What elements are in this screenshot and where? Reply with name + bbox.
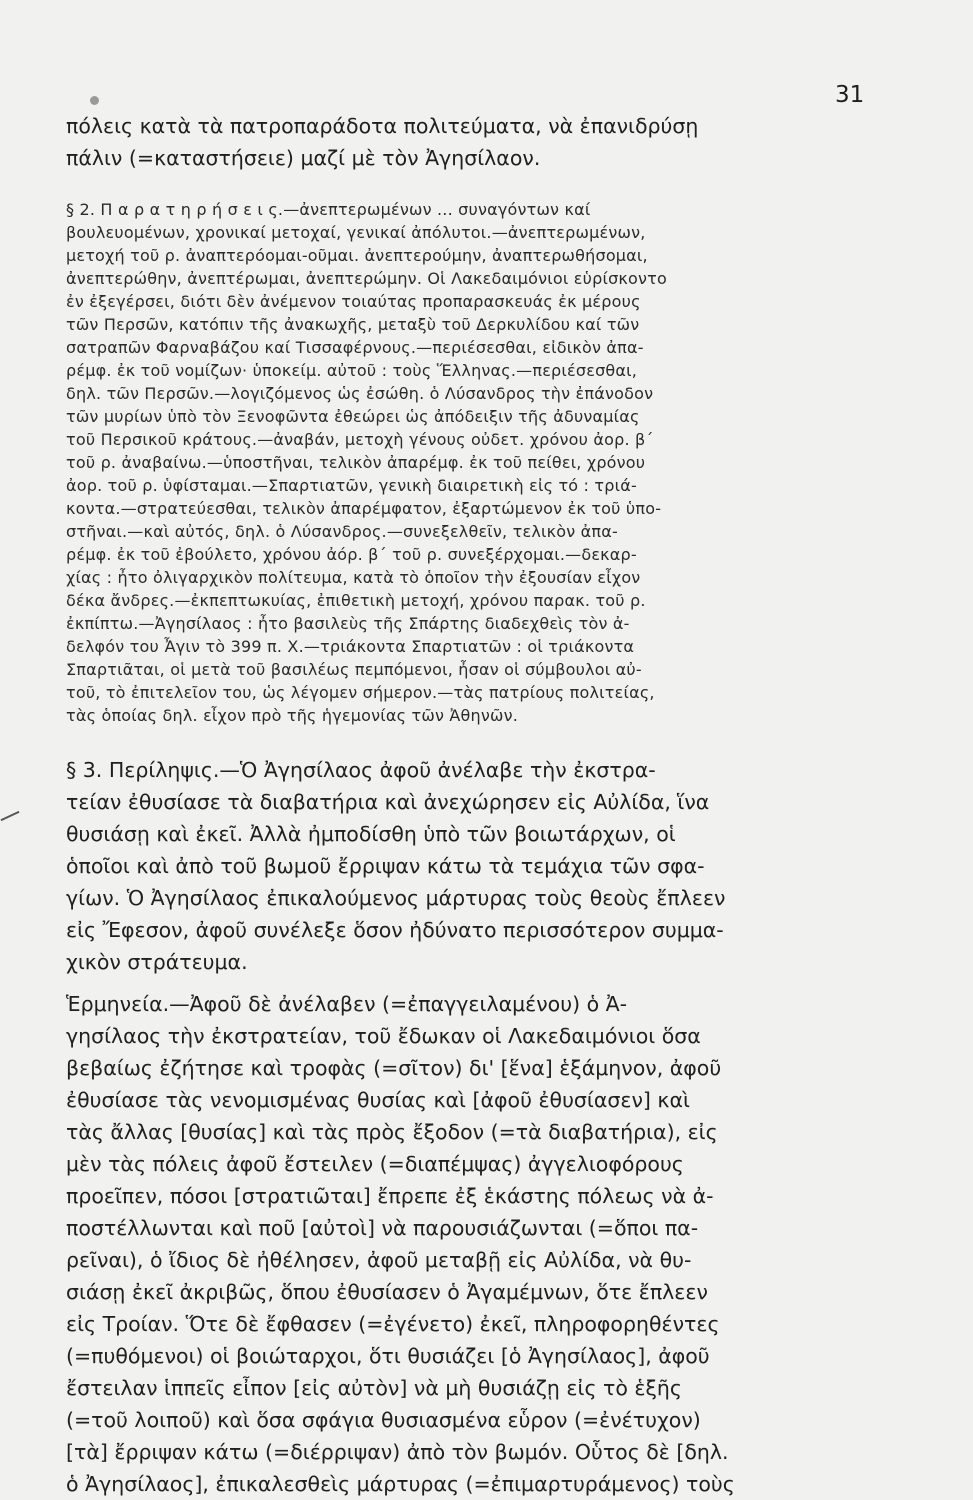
notes-line: ρέμφ. ἐκ τοῦ ἐβούλετο, χρόνου ἀόρ. β´ τοῦ ρ. συνεξέρχομαι.—δεκαρ- xyxy=(66,545,637,564)
notes-line: δέκα ἄνδρες.—ἐκπεπτωκυίας, ἐπιθετικὴ μετοχή, χρόνου παρακ. τοῦ ρ. xyxy=(66,591,646,610)
notes-line: ἐν ἐξεγέρσει, διότι δὲν ἀνέμενον τοιαύτας προπαρασκευάς ἐκ μέρους xyxy=(66,292,641,311)
notes-line: ἀορ. τοῦ ρ. ὑφίσταμαι.—Σπαρτιατῶν, γενικὴ διαιρετικὴ εἰς τό : τριά- xyxy=(66,476,637,495)
interpretation-line: προεῖπεν, πόσοι [στρατιῶται] ἔπρεπε ἐξ ἑκάστης πόλεως νὰ ἀ- xyxy=(66,1184,714,1208)
notes-line: τὰς ὁποίας δηλ. εἶχον πρὸ τῆς ἡγεμονίας τῶν Ἀθηνῶν. xyxy=(66,706,518,725)
interpretation-line: βεβαίως ἐζήτησε καὶ τροφὰς (=σῖτον) δι' [ἕνα] ἑξάμηνον, ἀφοῦ xyxy=(66,1056,722,1080)
notes-line: § 2. Π α ρ α τ η ρ ή σ ε ι ς.—ἀνεπτερωμένων ... συναγόντων καί xyxy=(66,200,591,219)
interpretation-line: εἰς Τροίαν. Ὅτε δὲ ἔφθασεν (=ἐγένετο) ἐκεῖ, πληροφορηθέντες xyxy=(66,1312,720,1336)
notes-line: τῶν μυρίων ὑπὸ τὸν Ξενοφῶντα ἐθεώρει ὡς ἀπόδειξιν τῆς ἀδυναμίας xyxy=(66,407,640,426)
intro-line: πόλεις κατὰ τὰ πατροπαράδοτα πολιτεύματα, νὰ ἐπανιδρύσῃ xyxy=(66,114,699,138)
notes-line: δελφόν του Ἆγιν τὸ 399 π. Χ.—τριάκοντα Σπαρτιατῶν : οἱ τριάκοντα xyxy=(66,637,635,656)
notes-line: ρέμφ. ἐκ τοῦ νομίζων· ὑποκείμ. αὐτοῦ : τοὺς Ἕλληνας.—περιέσεσθαι, xyxy=(66,361,638,380)
notes-line: τοῦ ρ. ἀναβαίνω.—ὑποστῆναι, τελικὸν ἀπαρέμφ. ἐκ τοῦ πείθει, χρόνου xyxy=(66,453,646,472)
notes-line: στῆναι.—καὶ αὐτός, δηλ. ὁ Λύσανδρος.—συνεξελθεῖν, τελικὸν ἀπα- xyxy=(66,522,618,541)
interpretation-line: μὲν τὰς πόλεις ἀφοῦ ἔστειλεν (=διαπέμψας) ἀγγελιοφόρους xyxy=(66,1152,684,1176)
interpretation-line: Ἑρμηνεία.—Ἀφοῦ δὲ ἀνέλαβεν (=ἐπαγγειλαμένου) ὁ Ἀ- xyxy=(66,992,628,1016)
summary-line: ὁποῖοι καὶ ἀπὸ τοῦ βωμοῦ ἔρριψαν κάτω τὰ τεμάχια τῶν σφα- xyxy=(66,854,705,878)
notes-line: δηλ. τῶν Περσῶν.—λογιζόμενος ὡς ἐσώθη. ὁ Λύσανδρος τὴν ἐπάνοδον xyxy=(66,384,654,403)
interpretation-line: ποστέλλωνται καὶ ποῦ [αὐτοὶ] νὰ παρουσιάζωνται (=ὅποι πα- xyxy=(66,1216,699,1240)
interpretation-line: γησίλαος τὴν ἐκστρατείαν, τοῦ ἔδωκαν οἱ Λακεδαιμόνιοι ὅσα xyxy=(66,1024,701,1048)
notes-line: μετοχή τοῦ ρ. ἀναπτερόομαι-οῦμαι. ἀνεπτερούμην, ἀναπτερωθήσομαι, xyxy=(66,246,648,265)
notes-line: τῶν Περσῶν, κατόπιν τῆς ἀνακωχῆς, μεταξὺ τοῦ Δερκυλίδου καί τῶν xyxy=(66,315,640,334)
notes-line: Σπαρτιᾶται, οἱ μετὰ τοῦ βασιλέως πεμπόμενοι, ἦσαν οἱ σύμβουλοι αὐ- xyxy=(66,660,642,679)
notes-line: ἀνεπτερώθην, ἀνεπτέρωμαι, ἀνεπτερώμην. Οἱ Λακεδαιμόνιοι εὑρίσκοντο xyxy=(66,269,668,288)
notes-line: χίας : ἦτο ὀλιγαρχικὸν πολίτευμα, κατὰ τὸ ὁποῖον τὴν ἐξουσίαν εἶχον xyxy=(66,568,641,587)
interpretation-line: ἔστειλαν ἱππεῖς εἶπον [εἰς αὐτὸν] νὰ μὴ θυσιάζῃ εἰς τὸ ἑξῆς xyxy=(66,1376,682,1400)
notes-line: κοντα.—στρατεύεσθαι, τελικὸν ἀπαρέμφατον, ἐξαρτώμενον ἐκ τοῦ ὑπο- xyxy=(66,499,662,518)
interpretation-line: ἐθυσίασε τὰς νενομισμένας θυσίας καὶ [ἀφοῦ ἐθυσίασεν] καὶ xyxy=(66,1088,690,1112)
notes-line: σατραπῶν Φαρναβάζου καί Τισσαφέρνους.—περιέσεσθαι, εἰδικὸν ἀπα- xyxy=(66,338,644,357)
interpretation-line: (=πυθόμενοι) οἱ βοιώταρχοι, ὅτι θυσιάζει [ὁ Ἀγησίλαος], ἀφοῦ xyxy=(66,1344,710,1368)
summary-line: χικὸν στράτευμα. xyxy=(66,950,248,974)
notes-line: ἐκπίπτω.—Ἀγησίλαος : ἦτο βασιλεὺς τῆς Σπάρτης διαδεχθεὶς τὸν ἀ- xyxy=(66,614,630,633)
margin-mark xyxy=(1,811,20,821)
page-number: 31 xyxy=(835,82,865,108)
summary-line: § 3. Περίληψις.—Ὁ Ἀγησίλαος ἀφοῦ ἀνέλαβε τὴν ἐκστρα- xyxy=(66,758,656,782)
interpretation-line: (=τοῦ λοιποῦ) καὶ ὅσα σφάγια θυσιασμένα εὗρον (=ἐνέτυχον) xyxy=(66,1408,701,1432)
interpretation-line: ρεῖναι), ὁ ἴδιος δὲ ἠθέλησεν, ἀφοῦ μεταβῇ εἰς Αὐλίδα, νὰ θυ- xyxy=(66,1248,692,1272)
interpretation-line: σιάσῃ ἐκεῖ ἀκριβῶς, ὅπου ἐθυσίασεν ὁ Ἀγαμέμνων, ὅτε ἔπλεεν xyxy=(66,1280,708,1304)
interpretation-line: ὁ Ἀγησίλαος], ἐπικαλεσθεὶς μάρτυρας (=ἐπιμαρτυράμενος) τοὺς xyxy=(66,1472,735,1496)
notes-line: τοῦ Περσικοῦ κράτους.—ἀναβάν, μετοχὴ γένους οὐδετ. χρόνου ἀορ. β´ xyxy=(66,430,654,449)
interpretation-line: τὰς ἄλλας [θυσίας] καὶ τὰς πρὸς ἔξοδον (=τὰ διαβατήρια), εἰς xyxy=(66,1120,718,1144)
intro-line: πάλιν (=καταστήσειε) μαζί μὲ τὸν Ἀγησίλαον. xyxy=(66,146,541,170)
summary-line: γίων. Ὁ Ἀγησίλαος ἐπικαλούμενος μάρτυρας τοὺς θεοὺς ἔπλεεν xyxy=(66,886,726,910)
summary-line: τείαν ἐθυσίασε τὰ διαβατήρια καὶ ἀνεχώρησεν εἰς Αὐλίδα, ἵνα xyxy=(66,790,710,814)
summary-line: εἰς Ἔφεσον, ἀφοῦ συνέλεξε ὅσον ἠδύνατο περισσότερον συμμα- xyxy=(66,918,724,942)
interpretation-line: [τὰ] ἔρριψαν κάτω (=διέρριψαν) ἀπὸ τὸν βωμόν. Οὗτος δὲ [δηλ. xyxy=(66,1440,729,1464)
summary-line: θυσιάσῃ καὶ ἐκεῖ. Ἀλλὰ ἠμποδίσθη ὑπὸ τῶν βοιωτάρχων, οἱ xyxy=(66,822,676,846)
notes-line: βουλευομένων, χρονικαί μετοχαί, γενικαί ἀπόλυτοι.—ἀνεπτερωμένων, xyxy=(66,223,646,242)
print-speck xyxy=(90,96,99,105)
notes-line: τοῦ, τὸ ἐπιτελεῖον του, ὡς λέγομεν σήμερον.—τὰς πατρίους πολιτείας, xyxy=(66,683,655,702)
